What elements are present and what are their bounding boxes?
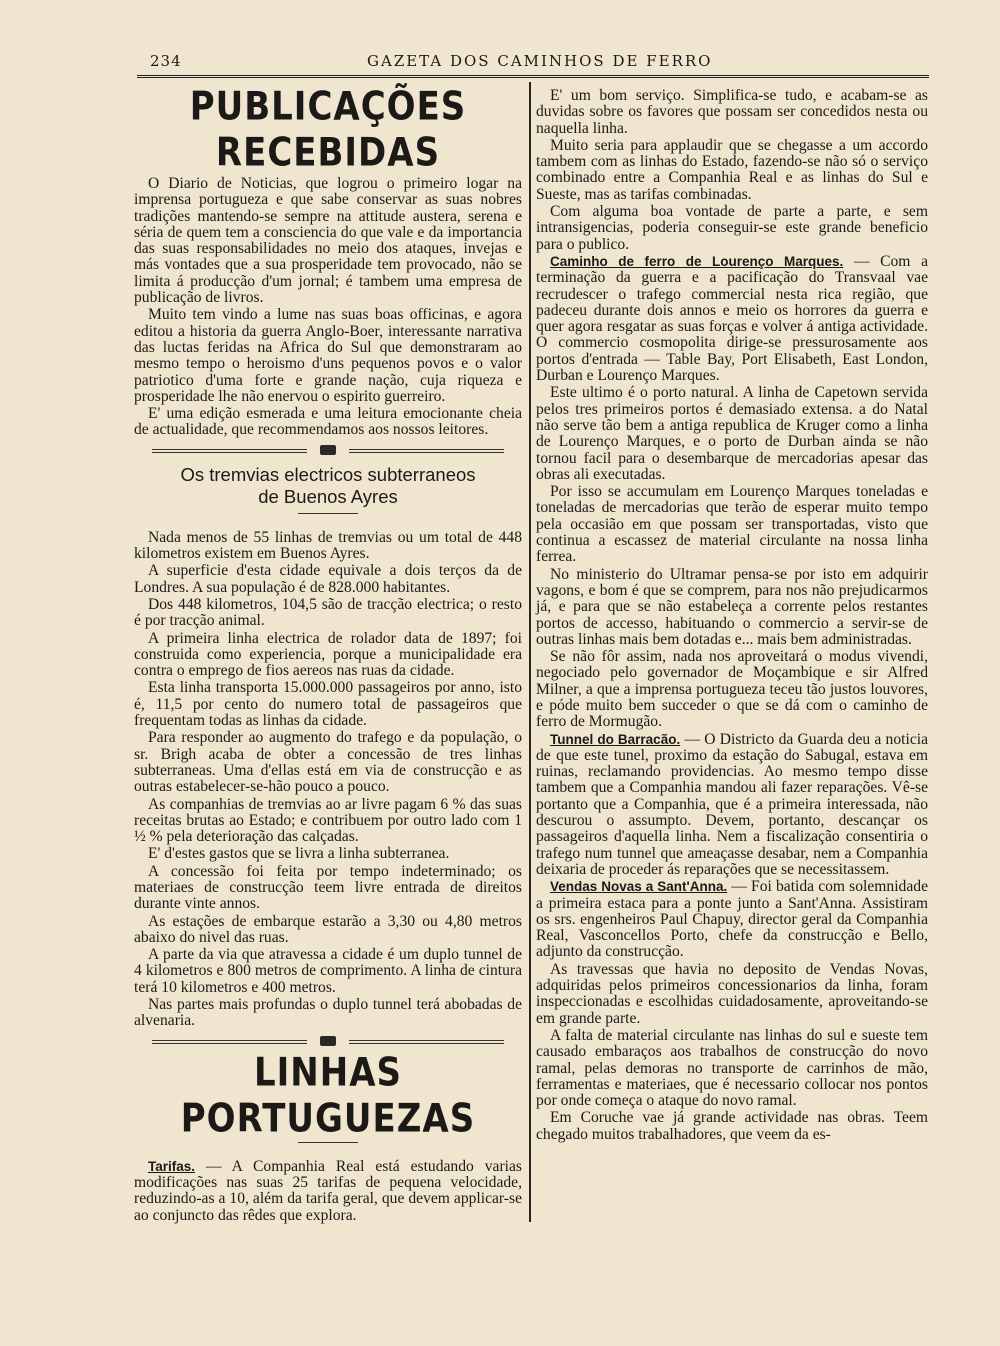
section-title-linhas: LINHAS PORTUGUEZAS <box>180 1049 476 1142</box>
article-title-line-2: de Buenos Ayres <box>258 485 398 507</box>
run-in-heading: Tarifas. <box>148 1158 196 1174</box>
paragraph: No ministerio do Ultramar pensa-se por isto em adquirir vagons, e bom é que se comprem, para nos não prejudicarmos já, e para que se não estabeleça a corrente pelos restantes portos de accesso, habituando o commercio a servir-se de outras linhas mais bem dotadas e... mais bem administradas. <box>536 565 928 648</box>
short-rule <box>298 513 358 514</box>
paragraph: Nada menos de 55 linhas de tremvias ou um total de 448 kilometros existem em Buenos Ayres. <box>134 528 522 563</box>
article-title-line-1: Os tremvias electricos subterraneos <box>180 463 476 485</box>
paragraph: E' um bom serviço. Simplifica-se tudo, e acabam-se as duvidas sobre os favores que possam ser concedidos nesta ou naquella linha. <box>536 87 928 137</box>
running-header <box>145 52 929 74</box>
run-in-heading: Tunnel do Barracão. <box>550 731 681 747</box>
paragraph: Em Coruche vae já grande actividade nas obras. Teem chegado muitos trabalhadores, que veem da es- <box>536 1109 928 1143</box>
column-divider <box>529 82 531 1222</box>
paragraph-text: — O Districto da Guarda deu a noticia de que este tunel, proximo da estação do Sabugal, estava em ruinas, reclamando providencias. Ao mesmo tempo disse tambem que a Companhia mandou ali fazer reparações. Vê-se portanto que a Companhia, que é a primeira interessada, não descurou o assumpto. Devem, portanto, descançar os passageiros d'aquella linha. Nem a fiscalização consentiria o trafego num tunnel que ameaçasse desabar, nem a Companhia deixaria de proceder ás reparações que se necessitassem. <box>536 730 928 878</box>
left-column <box>134 86 522 1224</box>
paragraph-text: — A Companhia Real está estudando varias modificações nas suas 25 tarifas de pequena velocidade, reduzindo-as a 10, além da tarifa geral, que devem applicar-se ao conjuncto das rêdes que explora. <box>134 1157 522 1224</box>
run-in-heading: Caminho de ferro de Lourenço Marques. <box>550 253 844 269</box>
publication-title: GAZETA DOS CAMINHOS DE FERRO <box>367 52 713 70</box>
paragraph-lourenco-marques <box>536 254 928 384</box>
paragraph: Se não fôr assim, nada nos aproveitará o modus vivendi, negociado pelo governador de Moçambique e sir Alfred Milner, a que a imprensa portugueza teceu tão justos louvores, e póde muito bem succeder o que se dá com o caminho de ferro de Mormugão. <box>536 648 928 731</box>
paragraph: Este ultimo é o porto natural. A linha de Capetown servida pelos tres primeiros portos é demasiado extensa. a do Natal não serve tão bem a antiga republica de Kruger como a linha de Lourenço Marques, e o porto de Durban ainda se não tornou facil para o desembarque de mercadorias apesar das obras ali executadas. <box>536 384 928 483</box>
paragraph-text: — Com a terminação da guerra e a pacificação do Transvaal vae recrudescer o trafego commercial nesta rica região, que padeceu durante dois annos e meio os horrores da guerra e quer agora resgatar as suas forças e volver á antiga actividade. O commercio cosmopolita dirige-se pressurosamente aos portos d'entrada — Table Bay, Port Elisabeth, East London, Durban e Lourenço Marques. <box>536 252 928 385</box>
paragraph-tunnel <box>536 732 928 879</box>
paragraph: Esta linha transporta 15.000.000 passageiros por anno, isto é, 11,5 por cento do numero total de passageiros que frequentam todas as linhas da cidade. <box>134 679 522 730</box>
paragraph: Muito seria para applaudir que se chegasse a um accordo tambem com as linhas do Estado, fazendo-se não só o serviço combinado entre a Companhia Real e as linhas do Sul e Sueste, mas as tarifas combinadas. <box>536 136 928 203</box>
paragraph: Nas partes mais profundas o duplo tunnel terá abobadas de alvenaria. <box>134 996 522 1030</box>
paragraph: A falta de material circulante nas linhas do sul e sueste tem causado embaraços aos trabalhos de construcção do novo ramal, pelas demoras no transporte de carrinhos de mão, ferramentas e materiaes, que é necessario collocar nos pontos por onde começa o ataque do novo ramal. <box>536 1026 928 1110</box>
paragraph: Com alguma boa vontade de parte a parte, e sem intransigencias, poderia conseguir-se este grande beneficio para o publico. <box>536 203 928 253</box>
paragraph: A primeira linha electrica de rolador data de 1897; foi construida como experiencia, porque a municipalidade era contra o emprego de fios aereos nas ruas da cidade. <box>134 629 522 680</box>
right-column <box>536 88 928 1143</box>
paragraph: Para responder ao augmento do trafego e da população, o sr. Brigh acaba de obter a concessão de tres linhas subterraneas. Uma d'ellas está em via de construcção e as outras estabelecer-se-hão pouco a pouco. <box>134 729 522 796</box>
section-title-publicacoes: PUBLICAÇÕES RECEBIDAS <box>189 84 467 176</box>
paragraph: As travessas que havia no deposito de Vendas Novas, adquiridas pelos primeiros concessionarios da linha, foram inspeccionadas e escolhidas cuidadosamente, aproveitando-se em grande parte. <box>536 960 928 1027</box>
paragraph: A parte da via que atravessa a cidade é um duplo tunnel de 4 kilometros e 800 metros de comprimento. A linha de cintura terá 10 kilometros e 400 metros. <box>134 946 522 996</box>
paragraph: Muito tem vindo a lume nas suas boas officinas, e agora editou a historia da guerra Anglo-Boer, interessante narrativa das luctas feridas na Africa do Sul que demonstraram ao mesmo tempo o heroismo d'uns pequenos povos e o valor patriotico d'uma forte e grande nação, cuja riqueza e prosperidade lhe não enervou o espirito guerreiro. <box>134 306 522 405</box>
run-in-heading: Vendas Novas a Sant'Anna. <box>550 879 728 895</box>
paragraph-tarifas <box>134 1159 522 1224</box>
header-rule <box>137 75 929 78</box>
paragraph-vendas-novas <box>536 879 928 960</box>
paragraph: As estações de embarque estarão a 3,30 ou 4,80 metros abaixo do nivel das ruas. <box>134 912 522 946</box>
paragraph: A superficie d'esta cidade equivale a dois terços da de Londres. A sua população é de 828.000 habitantes. <box>134 562 522 596</box>
paragraph: E' d'estes gastos que se livra a linha subterranea. <box>148 845 450 863</box>
paragraph: Por isso se accumulam em Lourenço Marques toneladas e toneladas de mercadorias que terão de esperar muito tempo pela occasião em que possam ser transportadas, visto que continua a escassez de material circulante na nossa linha ferrea. <box>536 483 928 566</box>
paragraph: O Diario de Noticias, que logrou o primeiro logar na imprensa portugueza e que sabe conservar as suas nobres tradições mantendo-se sempre na attitude austera, serena e séria de quem tem a consciencia do que vale e da importancia das suas responsabilidades no meio dos ataques, invejas e más vontades que a sua prosperidade tem provocado, não se limita á producção d'um jornal; é tambem uma empresa de publicação de livros. <box>134 175 522 307</box>
paragraph: Dos 448 kilometros, 104,5 são de tracção electrica; o resto é por tracção animal. <box>134 595 522 630</box>
paragraph: E' uma edição esmerada e uma leitura emocionante cheia de actualidade, que recommendamos aos nossos leitores. <box>134 405 522 439</box>
paragraph-text: — Foi batida com solemnidade a primeira estaca para a ponte junto a Sant'Anna. Assistiram os srs. engenheiros Paul Chapuy, director geral da Companhia Real, Vasconcellos Porto, chefe da construcção e Bello, adjunto da construcção. <box>536 878 928 961</box>
paragraph: As companhias de tremvias ao ar livre pagam 6 % das suas receitas brutas ao Estado; e contribuem por outro lado com 1 ½ % pela deterioração das calçadas. <box>134 795 522 846</box>
ornament-divider <box>152 1034 504 1048</box>
paragraph: A concessão foi feita por tempo indeterminado; os materiaes de construcção teem livre entrada de direitos durante vinte annos. <box>134 862 522 913</box>
page-number: 234 <box>150 52 182 70</box>
ornament-divider <box>152 443 504 457</box>
